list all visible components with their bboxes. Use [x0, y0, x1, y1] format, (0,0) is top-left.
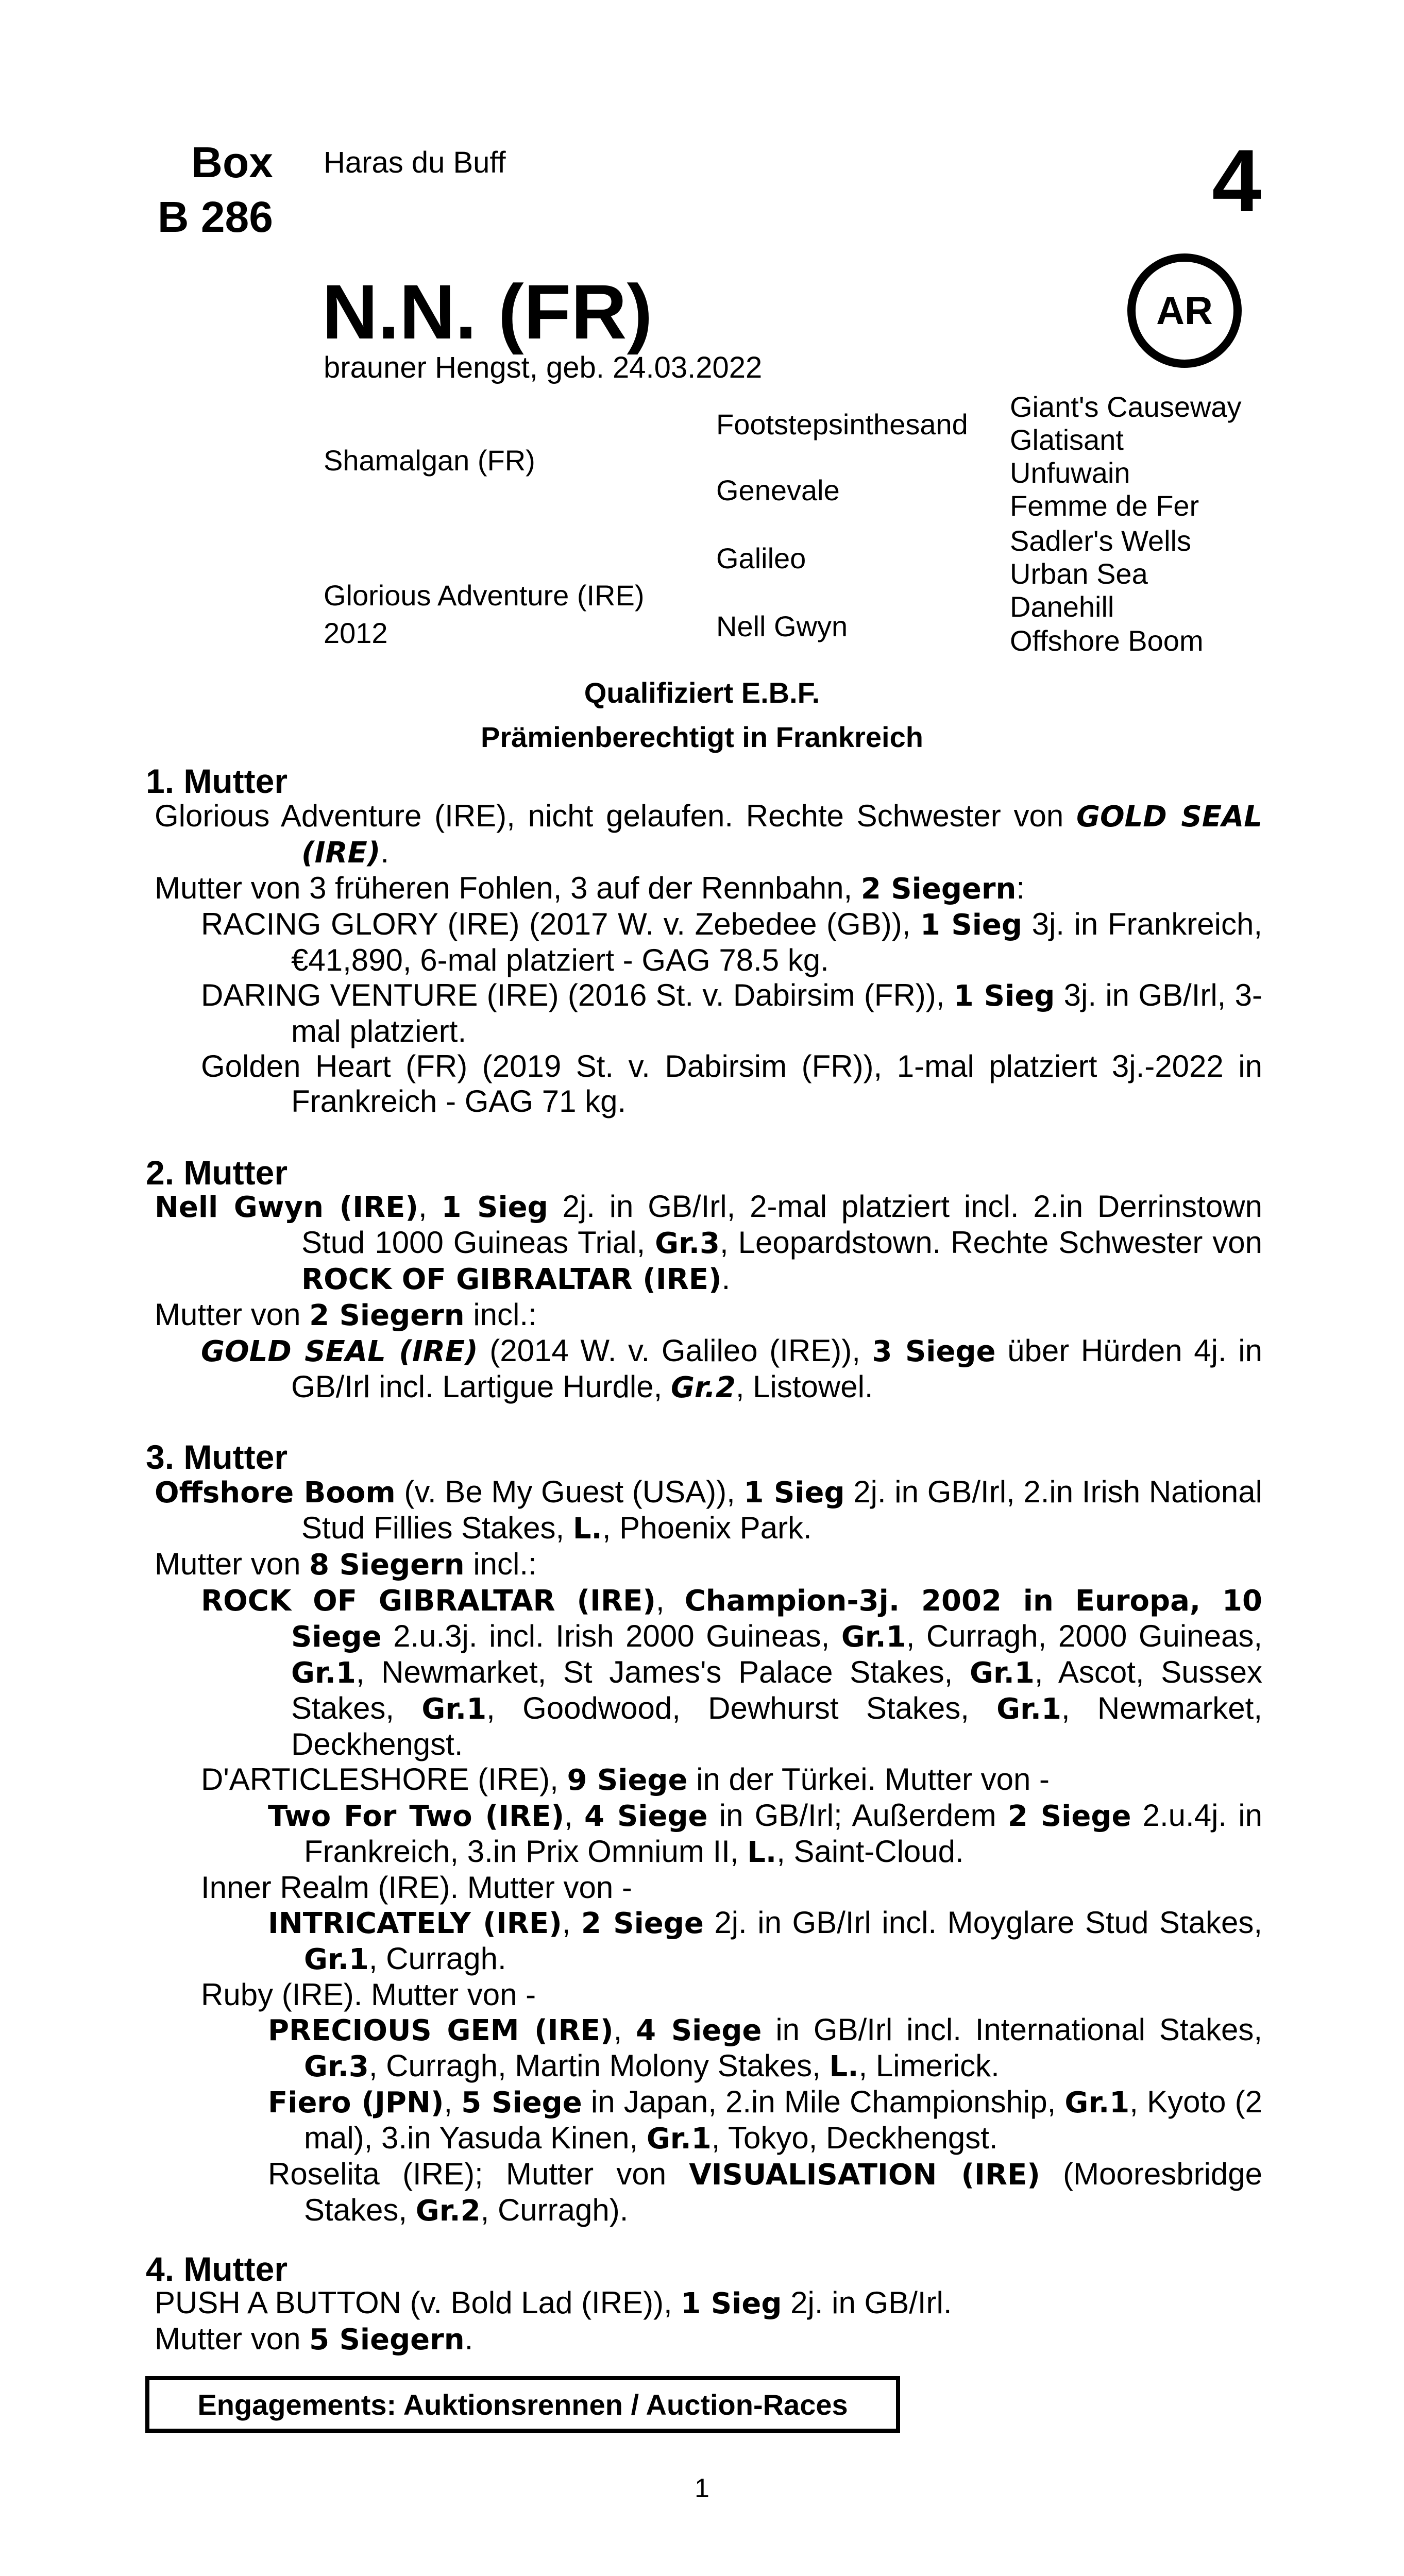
pedigree-dam-dam: Nell Gwyn — [716, 610, 848, 642]
page-number: 1 — [695, 2473, 709, 2503]
paragraph: ROCK OF GIBRALTAR (IRE), Champion-3j. 2002 in Europa, 10 Siege 2.u.3j. incl. Irish 2000 Guineas, Gr.1, Curragh, 2000 Guineas, Gr.1, Newmarket, St James's Palace Stakes, Gr.1, Ascot, Sussex Stakes, Gr.1, Goodwood, Dewhurst Stakes, Gr.1, Newmarket, Deckhengst. — [201, 1583, 1262, 1761]
pedigree-sire-sire: Footstepsinthesand — [716, 408, 968, 440]
pedigree-ggp-7: Danehill — [1010, 590, 1114, 623]
section-4-body — [155, 2285, 1262, 2358]
ar-badge-label: AR — [1156, 289, 1213, 333]
paragraph: Golden Heart (FR) (2019 St. v. Dabirsim (FR)), 1-mal platziert 3j.-2022 in Frankreich - GAG 71 kg. — [201, 1049, 1262, 1118]
pedigree-dam: Glorious Adventure (IRE) — [324, 579, 645, 612]
pedigree-ggp-6: Urban Sea — [1010, 557, 1148, 590]
pedigree-dam-sire: Galileo — [716, 542, 806, 574]
section-2-body — [155, 1189, 1262, 1405]
box-number: B 286 — [157, 193, 273, 241]
section-1-body — [155, 799, 1262, 1119]
paragraph: Nell Gwyn (IRE), 1 Sieg 2j. in GB/Irl, 2-mal platziert incl. 2.in Derrinstown Stud 1000 Guineas Trial, Gr.3, Leopardstown. Rechte Schwester von ROCK OF GIBRALTAR (IRE). — [155, 1189, 1263, 1296]
paragraph: DARING VENTURE (IRE) (2016 St. v. Dabirsim (FR)), 1 Sieg 3j. in GB/Irl, 3-mal platziert. — [201, 978, 1262, 1048]
pedigree-ggp-1: Giant's Causeway — [1010, 391, 1242, 423]
paragraph: Two For Two (IRE), 4 Siege in GB/Irl; Außerdem 2 Siege 2.u.4j. in Frankreich, 3.in Prix Omnium II, L., Saint-Cloud. — [268, 1798, 1262, 1869]
pedigree-ggp-2: Glatisant — [1010, 423, 1124, 456]
paragraph: PRECIOUS GEM (IRE), 4 Siege in GB/Irl incl. International Stakes, Gr.3, Curragh, Martin Molony Stakes, L., Limerick. — [268, 2012, 1262, 2083]
paragraph: Mutter von 2 Siegern incl.: — [155, 1297, 537, 1332]
pedigree-sire: Shamalgan (FR) — [324, 444, 535, 477]
consignor: Haras du Buff — [324, 146, 506, 179]
section-title-2: 2. Mutter — [146, 1154, 288, 1192]
section-title-3: 3. Mutter — [146, 1438, 288, 1476]
paragraph: Mutter von 8 Siegern incl.: — [155, 1547, 537, 1582]
horse-name: N.N. (FR) — [322, 268, 653, 355]
qualification-ebf: Qualifiziert E.B.F. — [584, 676, 820, 709]
paragraph: Offshore Boom (v. Be My Guest (USA)), 1 Sieg 2j. in GB/Irl, 2.in Irish National Stud Fillies Stakes, L., Phoenix Park. — [155, 1475, 1262, 1546]
paragraph: Mutter von 3 früheren Fohlen, 3 auf der Rennbahn, 2 Siegern: — [155, 871, 1025, 906]
engagements-box — [145, 2376, 900, 2433]
paragraph: Inner Realm (IRE). Mutter von - — [201, 1870, 632, 1905]
paragraph: Roselita (IRE); Mutter von VISUALISATION (IRE) (Mooresbridge Stakes, Gr.2, Curragh). — [268, 2157, 1263, 2228]
paragraph: GOLD SEAL (IRE) (2014 W. v. Galileo (IRE)), 3 Siege über Hürden 4j. in GB/Irl incl. Lartigue Hurdle, Gr.2, Listowel. — [201, 1333, 1262, 1404]
paragraph: INTRICATELY (IRE), 2 Siege 2j. in GB/Irl incl. Moyglare Stud Stakes, Gr.1, Curragh. — [268, 1905, 1262, 1976]
section-title-1: 1. Mutter — [146, 762, 288, 800]
paragraph: PUSH A BUTTON (v. Bold Lad (IRE)), 1 Sieg 2j. in GB/Irl. — [155, 2285, 952, 2320]
qualification-france: Prämienberechtigt in Frankreich — [481, 721, 923, 753]
section-title-4: 4. Mutter — [146, 2250, 288, 2288]
section-3-body — [155, 1475, 1262, 2229]
paragraph: Mutter von 5 Siegern. — [155, 2321, 473, 2357]
engagements-label: Engagements: Auktionsrennen / Auction-Races — [197, 2388, 848, 2421]
pedigree-ggp-4: Femme de Fer — [1010, 489, 1199, 522]
paragraph: RACING GLORY (IRE) (2017 W. v. Zebedee (GB)), 1 Sieg 3j. in Frankreich, €41,890, 6-mal platziert - GAG 78.5 kg. — [201, 907, 1262, 977]
pedigree-dam-year: 2012 — [324, 617, 388, 649]
pedigree-ggp-8: Offshore Boom — [1010, 624, 1204, 657]
horse-description: brauner Hengst, geb. 24.03.2022 — [324, 351, 763, 384]
paragraph: Fiero (JPN), 5 Siege in Japan, 2.in Mile Championship, Gr.1, Kyoto (2 mal), 3.in Yasuda Kinen, Gr.1, Tokyo, Deckhengst. — [268, 2084, 1262, 2156]
box-label: Box — [191, 138, 273, 187]
ar-badge — [1127, 253, 1242, 368]
paragraph: Glorious Adventure (IRE), nicht gelaufen. Rechte Schwester von GOLD SEAL (IRE). — [155, 799, 1262, 870]
lot-number: 4 — [1212, 131, 1261, 230]
box-label-block — [149, 135, 273, 244]
pedigree-ggp-3: Unfuwain — [1010, 456, 1130, 489]
paragraph: Ruby (IRE). Mutter von - — [201, 1977, 536, 2012]
pedigree-sire-dam: Genevale — [716, 474, 840, 506]
pedigree-ggp-5: Sadler's Wells — [1010, 524, 1191, 557]
paragraph: D'ARTICLESHORE (IRE), 9 Siege in der Türkei. Mutter von - — [201, 1762, 1050, 1797]
